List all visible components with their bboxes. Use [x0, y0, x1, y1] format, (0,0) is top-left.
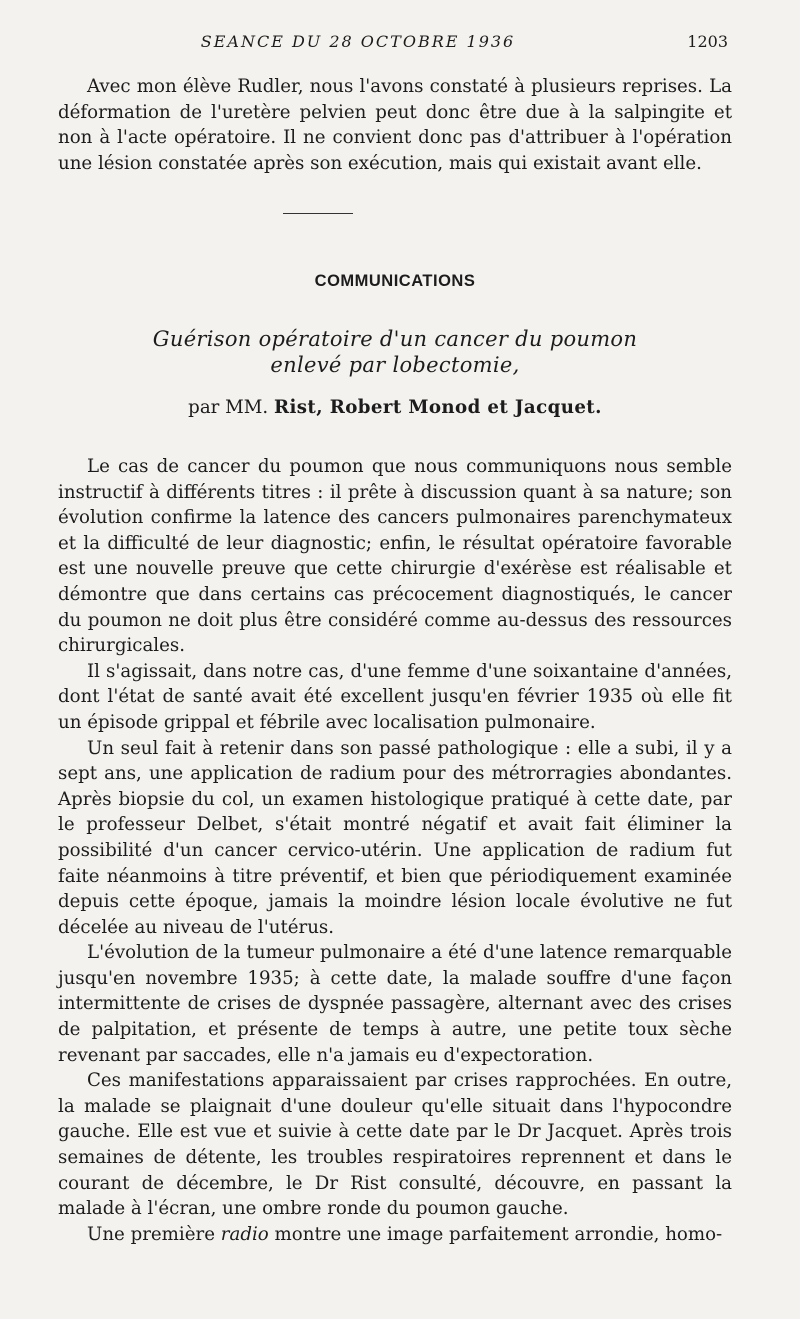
article-title-line-1: Guérison opératoire d'un cancer du poumon: [152, 327, 638, 351]
article-paragraph-1: Le cas de cancer du poumon que nous communiquons nous semble instructif à différents titres : il prête à discussion quant à sa nature; son évolution confirme la latence des cancers pulmonaires parenchymateux et la difficulté de leur diagnostic; enfin, le résultat opératoire favorable est une nouvelle preuve que cette chirurgie d'exérèse est réalisable et démontre que dans certains cas précocement diagnostiqués, le cancer du poumon ne doit plus être considéré comme au-dessus des ressources chirurgicales.: [58, 456, 732, 657]
article-title-line-2: enlevé par lobectomie,: [270, 353, 520, 377]
article-title: [58, 326, 732, 378]
previous-paragraph-block: [58, 74, 732, 176]
last-line-prefix: Une première: [87, 1223, 215, 1245]
separator-rule: [283, 213, 353, 214]
last-line-italic: radio: [220, 1223, 269, 1245]
article-paragraph-6: [58, 1222, 732, 1248]
last-line-suffix: montre une image parfaitement arrondie, homo-: [274, 1223, 723, 1245]
article-paragraph-3: Un seul fait à retenir dans son passé pathologique : elle a subi, il y a sept ans, une application de radium pour des métrorragies abondantes. Après biopsie du col, un examen histologique pratiqué à cette date, par le professeur Delbet, s'était montré négatif et avait fait éliminer la possibilité d'un cancer cervico-utérin. Une application de radium fut faite néanmoins à titre préventif, et bien que périodiquement examinée depuis cette époque, jamais la moindre lésion locale évolutive ne fut décelée au niveau de l'utérus.: [58, 737, 732, 938]
article-paragraph-2: Il s'agissait, dans notre cas, d'une femme d'une soixantaine d'années, dont l'état de santé avait été excellent jusqu'en février 1935 où elle fit un épisode grippal et fébrile avec localisation pulmonaire.: [58, 660, 732, 733]
authors-names: Rist, Robert Monod et Jacquet.: [273, 397, 602, 418]
previous-paragraph: Avec mon élève Rudler, nous l'avons constaté à plusieurs reprises. La déformation de l'uretère pelvien peut donc être due à la salpingite et non à l'acte opératoire. Il ne convient donc pas d'attribuer à l'opération une lésion constatée après son exécution, mais qui existait avant elle.: [58, 76, 732, 174]
article-authors: [58, 397, 732, 418]
running-title: SEANCE DU 28 OCTOBRE 1936: [200, 32, 516, 51]
section-heading: COMMUNICATIONS: [314, 272, 476, 290]
article-paragraph-4: L'évolution de la tumeur pulmonaire a été d'une latence remarquable jusqu'en novembre 1935; à cette date, la malade souffre d'une façon intermittente de crises de dyspnée passagère, alternant avec des crises de palpitation, et présente de temps à autre, une petite toux sèche revenant par saccades, elle n'a jamais eu d'expectoration.: [58, 942, 732, 1066]
article-body: [58, 454, 732, 1247]
page-number: 1203: [687, 32, 728, 51]
article-paragraph-5: Ces manifestations apparaissaient par crises rapprochées. En outre, la malade se plaignait d'une douleur qu'elle situait dans l'hypocondre gauche. Elle est vue et suivie à cette date par le Dr Jacquet. Après trois semaines de détente, les troubles respiratoires reprennent et dans le courant de décembre, le Dr Rist consulté, découvre, en passant la malade à l'écran, une ombre ronde du poumon gauche.: [58, 1070, 732, 1220]
authors-prefix: par MM.: [188, 397, 269, 418]
running-head: [58, 32, 728, 54]
